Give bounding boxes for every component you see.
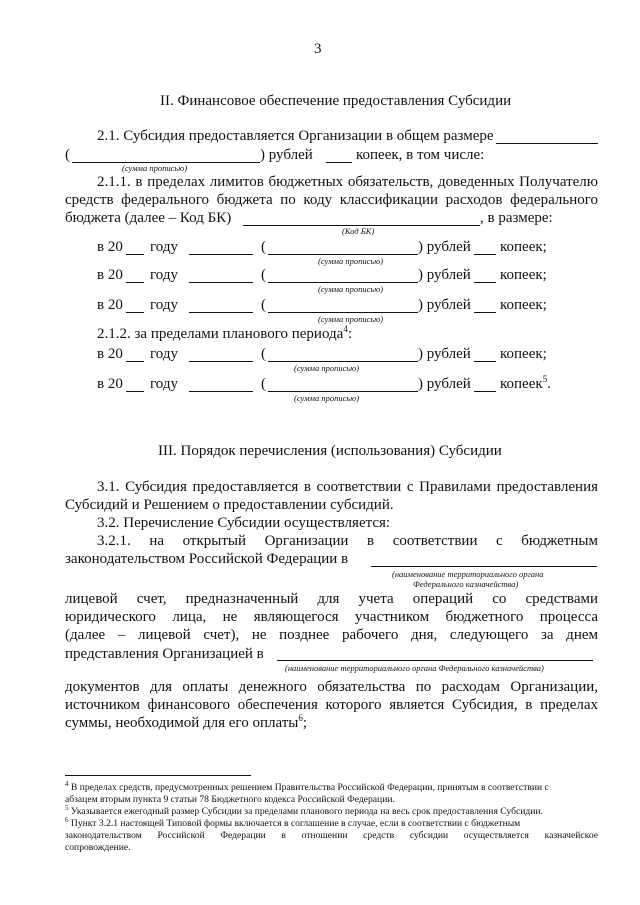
caption-organ-3: (наименование территориального органа Федерального казначейства): [285, 663, 544, 673]
year-row-5-kop-line[interactable]: [474, 391, 496, 392]
year-row-3-words-line[interactable]: [268, 312, 418, 313]
footnote-4-line2: абзацем вторым пункта 9 статьи 78 Бюджетного кодекса Российской Федерации.: [65, 794, 395, 805]
caption-sum: (сумма прописью): [318, 256, 384, 266]
year-row-3-rub: ) рублей: [418, 297, 471, 313]
p211-line2: средств федерального бюджета по коду классификации расходов федерального: [65, 192, 598, 208]
year-row-5-words-line[interactable]: [268, 391, 418, 392]
year-row-2-words-line[interactable]: [268, 282, 418, 283]
year-row-5-rub: ) рублей: [418, 376, 471, 392]
p211-line3-b: , в размере:: [480, 210, 553, 226]
year-row-5-kop: [500, 375, 551, 393]
year-row-2-rub: ) рублей: [418, 267, 471, 283]
p31-line2: Субсидий и Решением о предоставлении субсидий.: [65, 497, 394, 513]
year-row-2-open: (: [261, 267, 266, 283]
year-row-1-kop: копеек;: [500, 239, 547, 255]
p321-line5: (далее – лицевой счет), не позднее рабочего дня, следующего за днем: [65, 627, 598, 643]
footnote-6-mark: 6: [65, 815, 69, 824]
year-row-1-kop-line[interactable]: [474, 254, 496, 255]
caption-sum: (сумма прописью): [318, 284, 384, 294]
p21-kop: копеек, в том числе:: [356, 147, 485, 163]
p212-colon: :: [347, 326, 352, 342]
year-row-5-amount-line[interactable]: [189, 391, 253, 392]
footnote-4-ref[interactable]: 4: [343, 324, 348, 334]
footnote-6-line3: сопровождение.: [65, 842, 131, 853]
footnote-5-line1: Указывается ежегодный размер Субсидии за пределами планового периода на весь срок предоставления Субсидии.: [70, 806, 543, 817]
p321-line8: источником финансового обеспечения которого является Субсидия, в пределах: [65, 697, 598, 713]
year-row-2-prefix: в 20: [97, 267, 123, 283]
footnote-6: [65, 815, 521, 830]
p31-line1: 3.1. Субсидия предоставляется в соответствии с Правилами предоставления: [97, 479, 598, 495]
p21-rub: ) рублей: [260, 147, 313, 163]
section-3-heading: III. Порядок перечисления (использования) Субсидии: [158, 443, 502, 459]
year-row-3-amount-line[interactable]: [189, 312, 253, 313]
year-row-4-year-line[interactable]: [126, 361, 144, 362]
caption-organ-1: (наименование территориального органа: [392, 569, 544, 579]
year-row-5-year-line[interactable]: [126, 391, 144, 392]
p321-line9-end: ;: [302, 715, 308, 731]
year-row-4-prefix: в 20: [97, 346, 123, 362]
year-row-5-open: (: [261, 376, 266, 392]
year-row-3-kop: копеек;: [500, 297, 547, 313]
year-row-1-prefix: в 20: [97, 239, 123, 255]
footnote-5-ref[interactable]: 5: [542, 374, 548, 384]
p321-line9-text: суммы, необходимой для его оплаты: [65, 715, 299, 731]
footnote-4: [65, 779, 549, 794]
p321-line3: лицевой счет, предназначенный для учета операций со средствами: [65, 591, 598, 607]
year-row-4-rub: ) рублей: [418, 346, 471, 362]
p321-line4: юридического лица, не являющегося участником бюджетного процесса: [65, 609, 598, 625]
p321-line7: документов для оплаты денежного обязательства по расходам Организации,: [65, 679, 598, 695]
section-2-heading: II. Финансовое обеспечение предоставления Субсидии: [160, 93, 512, 109]
caption-sum: (сумма прописью): [318, 314, 384, 324]
page-number: 3: [314, 41, 322, 57]
year-row-2-kop-line[interactable]: [474, 282, 496, 283]
year-row-4-amount-line[interactable]: [189, 361, 253, 362]
year-row-3-word: году: [150, 297, 178, 313]
p32: 3.2. Перечисление Субсидии осуществляется:: [97, 515, 391, 531]
year-row-3-open: (: [261, 297, 266, 313]
year-row-2-word: году: [150, 267, 178, 283]
footnote-4-line1: В пределах средств, предусмотренных решением Правительства Российской Федерации, принятым в соответствии с: [70, 782, 549, 793]
year-row-1-rub: ) рублей: [418, 239, 471, 255]
footnote-6-line1: Пункт 3.2.1 настоящей Типовой формы включается в соглашение в случае, если в соответствии с бюджетным: [70, 818, 521, 829]
caption-sum: (сумма прописью): [294, 363, 360, 373]
year-row-1-word: году: [150, 239, 178, 255]
year-row-2-year-line[interactable]: [126, 282, 144, 283]
year-row-5-kop-word: копеек: [500, 376, 543, 392]
treasury-organ-line-2[interactable]: [277, 660, 593, 661]
total-kop-line[interactable]: [326, 162, 352, 163]
caption-sum: (сумма прописью): [294, 393, 360, 403]
year-row-4-open: (: [261, 346, 266, 362]
year-row-3-kop-line[interactable]: [474, 312, 496, 313]
year-row-2-kop: копеек;: [500, 267, 547, 283]
caption-organ-2: Федерального казначейства): [413, 579, 519, 589]
footnote-6-line2: законодательством Российской Федерации в отношении средств субсидии осуществляется казначейское: [65, 830, 598, 841]
year-row-3-prefix: в 20: [97, 297, 123, 313]
total-amount-line[interactable]: [496, 143, 598, 144]
p321-line2: законодательством Российской Федерации в: [65, 551, 349, 567]
footnote-6-ref[interactable]: 6: [298, 713, 303, 723]
year-row-1-year-line[interactable]: [126, 254, 144, 255]
treasury-organ-line-1[interactable]: [371, 566, 597, 567]
year-row-5-word: году: [150, 376, 178, 392]
year-row-1-words-line[interactable]: [268, 254, 418, 255]
year-row-1-amount-line[interactable]: [189, 254, 253, 255]
year-row-4-kop: копеек;: [500, 346, 547, 362]
year-row-4-word: году: [150, 346, 178, 362]
footnote-5-mark: 5: [65, 803, 69, 812]
p21-open-paren: (: [65, 147, 70, 163]
year-row-4-words-line[interactable]: [268, 361, 418, 362]
year-row-2-amount-line[interactable]: [189, 282, 253, 283]
p212-label: 2.1.2. за пределами планового периода: [97, 326, 344, 342]
footnote-5: [65, 803, 543, 818]
year-row-5-dot: .: [547, 376, 551, 392]
p321-line6: представления Организацией в: [65, 646, 264, 662]
footnote-4-mark: 4: [65, 779, 69, 788]
year-row-3-year-line[interactable]: [126, 312, 144, 313]
year-row-4-kop-line[interactable]: [474, 361, 496, 362]
year-row-5-prefix: в 20: [97, 376, 123, 392]
p211-line1: 2.1.1. в пределах лимитов бюджетных обязательств, доведенных Получателю: [97, 174, 598, 190]
p212-text: [97, 325, 352, 343]
caption-kod-bk: (Код БК): [342, 226, 375, 236]
year-row-1-open: (: [261, 239, 266, 255]
p321-line1: 3.2.1. на открытый Организации в соответствии с бюджетным: [97, 533, 598, 549]
p21-text: 2.1. Субсидия предоставляется Организации в общем размере: [97, 128, 494, 144]
p211-line3-a: бюджета (далее – Код БК): [65, 210, 232, 226]
footnote-separator: [65, 775, 251, 776]
caption-sum: (сумма прописью): [122, 163, 188, 173]
p321-line9: [65, 714, 307, 732]
